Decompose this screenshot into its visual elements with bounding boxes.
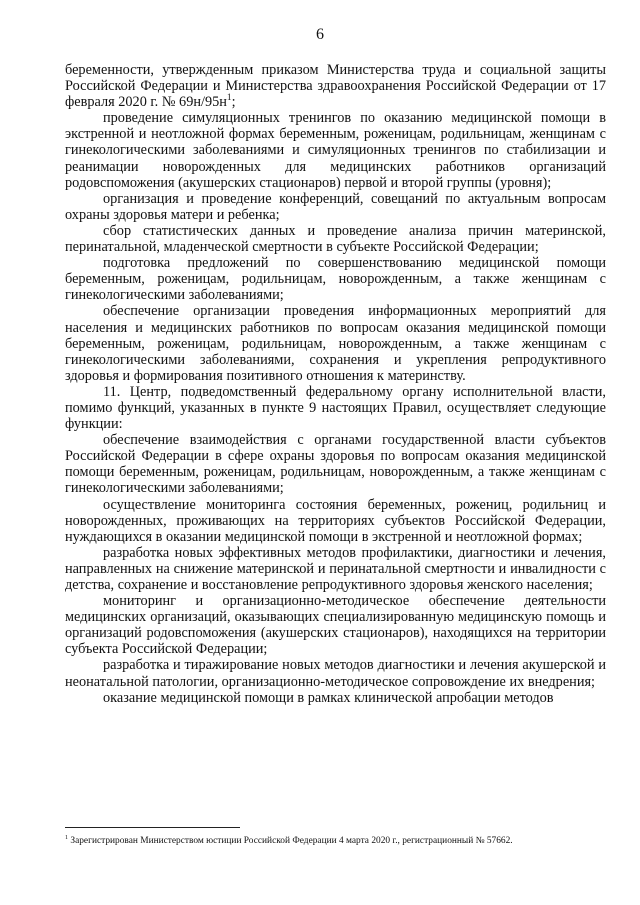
paragraph: обеспечение организации проведения информационных мероприятий для населения и медицинских работников по вопросам оказания медицинской помощи беременным, роженицам, родильницам, новорожденным, а также женщинам с гинекологическими заболеваниями, сохранения и укрепления репродуктивного здоровья и формирования позитивного отношения к материнству. [65,303,606,384]
footnote-divider [65,827,240,828]
paragraph: осуществление мониторинга состояния беременных, рожениц, родильниц и новорожденных, проживающих на территориях субъектов Российской Федерации, нуждающихся в оказании медицинской помощи в экстренной и неотложной формах; [65,496,606,545]
paragraph-section-11: 11. Центр, подведомственный федеральному органу исполнительной власти, помимо функций, указанных в пункте 9 настоящих Правил, осуществляет следующие функции: [65,383,606,433]
paragraph: разработка и тиражирование новых методов диагностики и лечения акушерской и неонатальной патологии, организационно-методическое сопровождение их внедрения; [65,657,606,690]
paragraph: проведение симуляционных тренингов по оказанию медицинской помощи в экстренной и неотложной формах беременным, роженицам, родильницам, женщинам с гинекологическими заболеваниями и симуляционных тренингов по стабилизации и реанимации новорожденных для медицинских работников организаций родовспоможения (акушерских стационаров) первой и второй группы (уровня); [65,110,606,191]
footnote-text: Зарегистрирован Министерством юстиции Российской Федерации 4 марта 2020 г., регистрационный № 57662. [68,836,513,846]
paragraph: оказание медицинской помощи в рамках клинической апробации методов [103,689,554,706]
paragraph: беременности, утвержденным приказом Министерства труда и социальной защиты Российской Федерации и Министерства здравоохранения Российской Федерации от 17 февраля 2020 г. № $69н/95н^1$; [65,62,606,111]
paragraph: организация и проведение конференций, совещаний по актуальным вопросам охраны здоровья матери и ребенка; [65,190,606,223]
paragraph: разработка новых эффективных методов профилактики, диагностики и лечения, направленных на снижение материнской и перинатальной смертности и инвалидности с детства, сохранение и восстановление репродуктивного здоровья женского населения; [65,544,606,593]
footnote-reference: 1 [226,93,232,104]
footnote [65,835,606,847]
document-body [65,62,606,706]
footnote-marker: 1 [65,834,69,841]
page-number: 6 [316,26,324,43]
paragraph: подготовка предложений по совершенствованию медицинской помощи беременным, роженицам, родильницам, новорожденным, а также женщинам с гинекологическими заболеваниями; [65,255,606,304]
paragraph: мониторинг и организационно-методическое обеспечение деятельности медицинских организаций, оказывающих специализированную медицинскую помощь и организаций родовспоможения (акушерских стационаров), находящихся на территории субъекта Российской Федерации; [65,593,606,658]
paragraph: сбор статистических данных и проведение анализа причин материнской, перинатальной, младенческой смертности в субъекте Российской Федерации; [65,222,606,256]
paragraph: обеспечение взаимодействия с органами государственной власти субъектов Российской Федерации в сфере охраны здоровья по вопросам оказания медицинской помощи беременным, роженицам, родильницам, новорожденным, а также женщинам с гинекологическими заболеваниями; [65,432,606,497]
